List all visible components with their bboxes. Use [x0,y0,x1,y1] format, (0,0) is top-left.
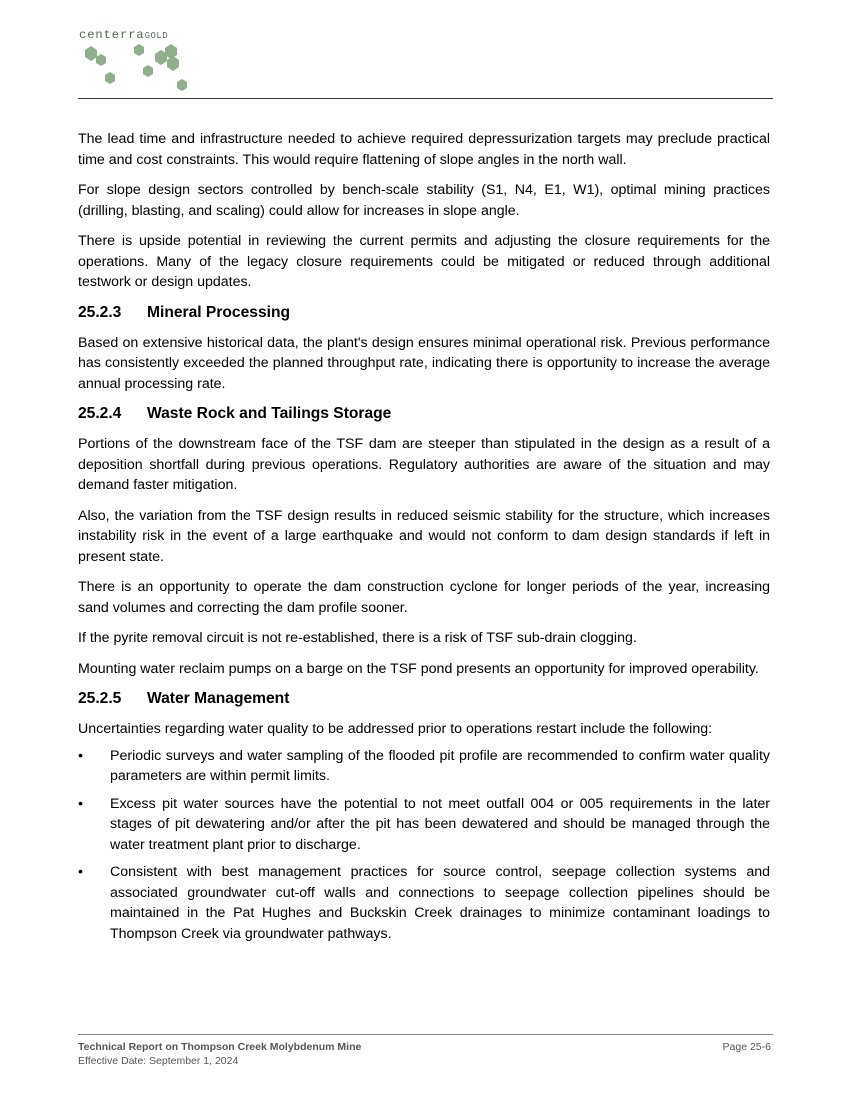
bullet-icon: • [78,864,83,880]
list-item: • Excess pit water sources have the potential to not meet outfall 004 or 005 requirements in the later stages of pit dewatering and/or after the pit has been dewatered and should be managed through the water treatment plant prior to discharge. [78,795,770,853]
document-body [78,129,770,951]
section-number: 25.2.3 [78,303,122,321]
page-footer [78,1040,771,1068]
paragraph: The lead time and infrastructure needed to achieve required depressurization targets may preclude practical time and cost constraints. This would require flattening of slope angles in the north wall. [78,131,770,168]
paragraph: Based on extensive historical data, the plant's design ensures minimal operational risk. Previous performance has consistently exceeded the planned throughput rate, indicating there is opportunity to increase the average annual processing rate. [78,334,770,392]
section-number: 25.2.5 [78,690,122,707]
paragraph: Portions of the downstream face of the TSF dam are steeper than stipulated in the design as a result of a deposition shortfall during previous operations. Regulatory authorities are aware of the situation and may demand faster mitigation. [78,436,770,493]
section-title: Waste Rock and Tailings Storage [147,405,392,422]
section-title: Water Management [147,690,290,707]
paragraph: There is an opportunity to operate the dam construction cyclone for longer periods of the year, increasing sand volumes and correcting the dam profile sooner. [78,579,770,616]
paragraph: Mounting water reclaim pumps on a barge on the TSF pond presents an opportunity for improved operability. [78,660,759,677]
paragraph: Uncertainties regarding water quality to be addressed prior to operations restart include the following: [78,721,713,737]
footer-divider [78,1034,773,1035]
bullet-icon: • [78,747,83,764]
bullet-list [78,746,770,945]
section-title: Mineral Processing [147,303,290,321]
bullet-icon: • [78,795,83,812]
paragraph: There is upside potential in reviewing the current permits and adjusting the closure requirements for the operations. Many of the legacy closure requirements could be mitigated or reduced through additional testwork or design updates. [78,233,770,290]
paragraph: Also, the variation from the TSF design results in reduced seismic stability for the structure, which increases instability risk in the event of a large earthquake and would not conform to dam design standards if left in present state. [78,507,770,565]
list-item: • Periodic surveys and water sampling of the flooded pit profile are recommended to confirm water quality parameters are within permit limits. [78,747,770,784]
section-number: 25.2.4 [78,405,122,422]
logo-wordmark: centerraGOLD [79,28,169,42]
effective-date: Effective Date: September 1, 2024 [78,1055,239,1067]
header-divider [78,98,773,99]
paragraph: For slope design sectors controlled by bench-scale stability (S1, N4, E1, W1), optimal mining practices (drilling, blasting, and scaling) could allow for increases in slope angle. [78,182,770,219]
page-number: Page 25-6 [722,1041,771,1053]
section-heading-waste-rock [78,404,770,424]
hexagon-cluster-icon [79,42,199,96]
paragraph: If the pyrite removal circuit is not re-established, there is a risk of TSF sub-drain clogging. [78,630,637,646]
section-heading-water-management [78,689,770,709]
report-title: Technical Report on Thompson Creek Molybdenum Mine [78,1041,362,1053]
company-logo [79,28,209,96]
section-heading-mineral-processing [78,303,770,323]
list-item: • Consistent with best management practices for source control, seepage collection systems and associated groundwater cut-off walls and connections to seepage collection pipelines should be maintained in the Pat Hughes and Buckskin Creek drainages to minimize contaminant loadings to Thompson Creek via groundwater pathways. [78,864,770,942]
